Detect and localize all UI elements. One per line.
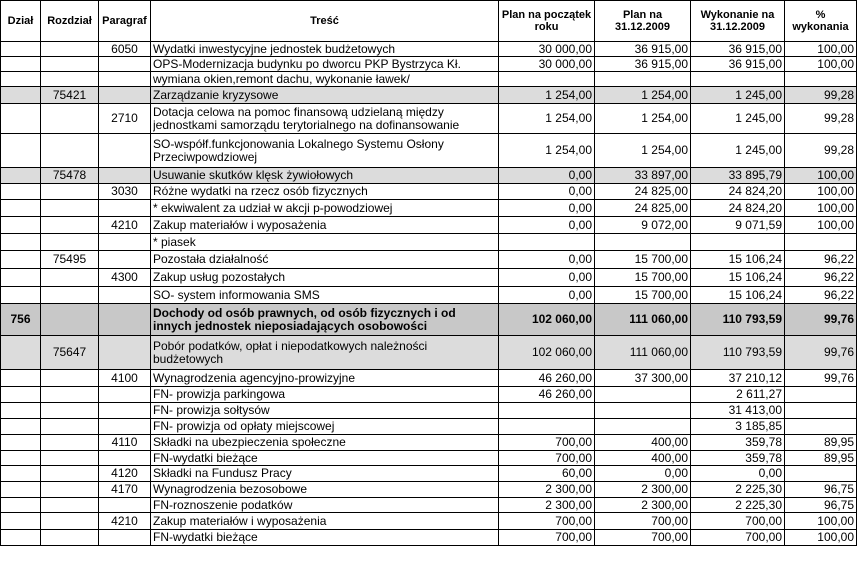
cell-plan-start: 30 000,00 [499, 57, 595, 72]
cell-tresc: FN- prowizja od opłaty miejscowej [151, 419, 499, 435]
table-row [1, 251, 857, 269]
table-row [1, 134, 857, 168]
cell-procent [785, 234, 857, 251]
table-row [1, 451, 857, 466]
cell-rozdzial [41, 200, 99, 217]
cell-dzial [1, 234, 41, 251]
cell-wykonanie: 15 106,24 [691, 251, 785, 269]
cell-plan-end: 24 825,00 [595, 184, 691, 200]
cell-wykonanie: 24 824,20 [691, 200, 785, 217]
cell-plan-start: 700,00 [499, 451, 595, 466]
cell-plan-end: 24 825,00 [595, 200, 691, 217]
cell-plan-start: 2 300,00 [499, 482, 595, 498]
table-row [1, 435, 857, 451]
cell-plan-start [499, 403, 595, 419]
cell-wykonanie: 1 245,00 [691, 134, 785, 168]
header-dzial: Dział [1, 1, 41, 42]
cell-tresc: FN- prowizja sołtysów [151, 403, 499, 419]
cell-paragraf [99, 336, 151, 370]
cell-rozdzial [41, 217, 99, 234]
cell-plan-start: 30 000,00 [499, 42, 595, 57]
cell-plan-end: 700,00 [595, 513, 691, 530]
cell-tresc [151, 104, 499, 134]
cell-tresc: wymiana okien,remont dachu, wykonanie ławek/ [151, 72, 499, 87]
cell-procent [785, 387, 857, 403]
cell-rozdzial [41, 134, 99, 168]
cell-wykonanie: 1 245,00 [691, 87, 785, 104]
cell-tresc: Zakup materiałów i wyposażenia [151, 513, 499, 530]
cell-plan-end: 2 300,00 [595, 482, 691, 498]
cell-plan-end: 36 915,00 [595, 57, 691, 72]
cell-procent: 100,00 [785, 168, 857, 184]
cell-paragraf: 6050 [99, 42, 151, 57]
header-plan-end: Plan na 31.12.2009 [595, 1, 691, 42]
cell-procent: 96,75 [785, 482, 857, 498]
cell-tresc: Usuwanie skutków klęsk żywiołowych [151, 168, 499, 184]
cell-text: Dotacja celowa na pomoc finansową udzielaną między jednostkami samorządu terytorialnego na dofinansowanie [153, 105, 460, 132]
cell-paragraf [99, 168, 151, 184]
cell-text: SO-współf.funkcjonowania Lokalnego Systemu Osłony Przeciwpowdziowej [153, 137, 444, 164]
cell-wykonanie: 110 793,59 [691, 336, 785, 370]
cell-plan-end: 9 072,00 [595, 217, 691, 234]
cell-rozdzial [41, 269, 99, 287]
cell-plan-start: 2 300,00 [499, 498, 595, 513]
cell-procent [785, 466, 857, 482]
cell-rozdzial [41, 57, 99, 72]
cell-paragraf: 4100 [99, 370, 151, 387]
cell-dzial [1, 134, 41, 168]
cell-plan-start [499, 72, 595, 87]
cell-tresc: Wynagrodzenia bezosobowe [151, 482, 499, 498]
cell-tresc: Wydatki inwestycyjne jednostek budżetowych [151, 42, 499, 57]
cell-tresc [151, 134, 499, 168]
table-row [1, 466, 857, 482]
cell-plan-start: 0,00 [499, 184, 595, 200]
table-row [1, 72, 857, 87]
cell-procent [785, 403, 857, 419]
cell-plan-end: 111 060,00 [595, 304, 691, 336]
table-row [1, 482, 857, 498]
cell-wykonanie: 2 611,27 [691, 387, 785, 403]
cell-rozdzial [41, 482, 99, 498]
cell-tresc [151, 304, 499, 336]
cell-wykonanie: 700,00 [691, 513, 785, 530]
cell-rozdzial [41, 513, 99, 530]
cell-paragraf: 4300 [99, 269, 151, 287]
cell-procent: 99,76 [785, 370, 857, 387]
cell-dzial [1, 451, 41, 466]
cell-wykonanie: 31 413,00 [691, 403, 785, 419]
cell-procent: 96,75 [785, 498, 857, 513]
table-row [1, 269, 857, 287]
table-row [1, 419, 857, 435]
cell-plan-end: 111 060,00 [595, 336, 691, 370]
cell-wykonanie: 0,00 [691, 466, 785, 482]
cell-plan-end: 33 897,00 [595, 168, 691, 184]
cell-plan-start: 46 260,00 [499, 387, 595, 403]
cell-text: Dochody od osób prawnych, od osób fizycznych i od innych jednostek nieposiadających osobowości [153, 306, 456, 333]
cell-tresc: Zakup materiałów i wyposażenia [151, 217, 499, 234]
cell-procent: 100,00 [785, 42, 857, 57]
cell-dzial [1, 72, 41, 87]
cell-rozdzial [41, 466, 99, 482]
cell-rozdzial: 75478 [41, 168, 99, 184]
cell-dzial: 756 [1, 304, 41, 336]
cell-plan-start: 0,00 [499, 200, 595, 217]
cell-tresc: FN-wydatki bieżące [151, 530, 499, 546]
table-row [1, 498, 857, 513]
cell-plan-start: 0,00 [499, 287, 595, 304]
cell-procent: 96,22 [785, 269, 857, 287]
cell-plan-end: 15 700,00 [595, 287, 691, 304]
cell-plan-end [595, 72, 691, 87]
cell-tresc [151, 336, 499, 370]
cell-paragraf [99, 72, 151, 87]
cell-procent: 100,00 [785, 57, 857, 72]
table-row [1, 57, 857, 72]
cell-dzial [1, 287, 41, 304]
cell-paragraf: 4210 [99, 513, 151, 530]
cell-rozdzial [41, 234, 99, 251]
cell-procent: 100,00 [785, 184, 857, 200]
table-row [1, 387, 857, 403]
cell-paragraf [99, 304, 151, 336]
cell-rozdzial [41, 451, 99, 466]
cell-procent: 99,28 [785, 87, 857, 104]
cell-tresc: Różne wydatki na rzecz osób fizycznych [151, 184, 499, 200]
cell-plan-start [499, 234, 595, 251]
cell-plan-end [595, 387, 691, 403]
cell-tresc: * ekwiwalent za udział w akcji p-powodziowej [151, 200, 499, 217]
cell-rozdzial [41, 304, 99, 336]
header-tresc: Treść [151, 1, 499, 42]
cell-dzial [1, 184, 41, 200]
cell-paragraf [99, 234, 151, 251]
cell-tresc: SO- system informowania SMS [151, 287, 499, 304]
cell-plan-end: 1 254,00 [595, 87, 691, 104]
cell-plan-start: 0,00 [499, 168, 595, 184]
cell-plan-start: 0,00 [499, 251, 595, 269]
cell-tresc: Zarządzanie kryzysowe [151, 87, 499, 104]
cell-rozdzial [41, 403, 99, 419]
cell-procent: 100,00 [785, 217, 857, 234]
cell-dzial [1, 269, 41, 287]
cell-dzial [1, 498, 41, 513]
cell-dzial [1, 42, 41, 57]
cell-plan-start: 700,00 [499, 530, 595, 546]
cell-dzial [1, 104, 41, 134]
cell-plan-end: 400,00 [595, 451, 691, 466]
cell-wykonanie: 24 824,20 [691, 184, 785, 200]
cell-paragraf: 4170 [99, 482, 151, 498]
table-row [1, 403, 857, 419]
cell-wykonanie: 37 210,12 [691, 370, 785, 387]
cell-wykonanie: 110 793,59 [691, 304, 785, 336]
cell-wykonanie: 36 915,00 [691, 42, 785, 57]
cell-rozdzial [41, 72, 99, 87]
cell-paragraf [99, 451, 151, 466]
cell-rozdzial [41, 419, 99, 435]
cell-wykonanie [691, 234, 785, 251]
cell-dzial [1, 419, 41, 435]
cell-tresc: Zakup usług pozostałych [151, 269, 499, 287]
cell-tresc: * piasek [151, 234, 499, 251]
cell-plan-start: 46 260,00 [499, 370, 595, 387]
table-row [1, 168, 857, 184]
table-row [1, 87, 857, 104]
cell-paragraf [99, 498, 151, 513]
cell-paragraf [99, 530, 151, 546]
cell-dzial [1, 251, 41, 269]
cell-dzial [1, 217, 41, 234]
cell-procent: 89,95 [785, 435, 857, 451]
cell-rozdzial [41, 387, 99, 403]
cell-plan-end: 0,00 [595, 466, 691, 482]
cell-dzial [1, 403, 41, 419]
cell-dzial [1, 513, 41, 530]
cell-paragraf [99, 57, 151, 72]
cell-paragraf [99, 200, 151, 217]
cell-paragraf [99, 251, 151, 269]
cell-plan-end: 1 254,00 [595, 104, 691, 134]
cell-wykonanie: 2 225,30 [691, 482, 785, 498]
table-row [1, 304, 857, 336]
cell-plan-end: 15 700,00 [595, 251, 691, 269]
cell-rozdzial [41, 184, 99, 200]
cell-plan-start: 60,00 [499, 466, 595, 482]
cell-wykonanie: 15 106,24 [691, 269, 785, 287]
cell-dzial [1, 530, 41, 546]
cell-procent: 100,00 [785, 200, 857, 217]
cell-wykonanie: 33 895,79 [691, 168, 785, 184]
cell-wykonanie [691, 72, 785, 87]
cell-rozdzial [41, 530, 99, 546]
cell-paragraf [99, 287, 151, 304]
cell-wykonanie: 359,78 [691, 435, 785, 451]
cell-procent: 99,76 [785, 304, 857, 336]
cell-dzial [1, 466, 41, 482]
cell-procent: 96,22 [785, 251, 857, 269]
cell-dzial [1, 482, 41, 498]
cell-tresc: FN-roznoszenie podatków [151, 498, 499, 513]
cell-wykonanie: 2 225,30 [691, 498, 785, 513]
cell-tresc: FN-wydatki bieżące [151, 451, 499, 466]
cell-plan-start: 1 254,00 [499, 87, 595, 104]
cell-procent: 100,00 [785, 530, 857, 546]
header-row [1, 1, 857, 42]
table-row [1, 513, 857, 530]
cell-rozdzial [41, 287, 99, 304]
cell-plan-start: 0,00 [499, 269, 595, 287]
cell-paragraf [99, 419, 151, 435]
cell-plan-end: 400,00 [595, 435, 691, 451]
cell-procent: 96,22 [785, 287, 857, 304]
cell-paragraf: 4120 [99, 466, 151, 482]
table-row [1, 104, 857, 134]
cell-plan-start: 700,00 [499, 435, 595, 451]
cell-rozdzial: 75421 [41, 87, 99, 104]
cell-dzial [1, 57, 41, 72]
header-rozdzial: Rozdział [41, 1, 99, 42]
cell-dzial [1, 370, 41, 387]
cell-rozdzial [41, 370, 99, 387]
cell-plan-start: 1 254,00 [499, 104, 595, 134]
cell-plan-end: 1 254,00 [595, 134, 691, 168]
table-row [1, 336, 857, 370]
table-row [1, 287, 857, 304]
cell-wykonanie: 15 106,24 [691, 287, 785, 304]
cell-paragraf [99, 403, 151, 419]
table-row [1, 370, 857, 387]
cell-wykonanie: 9 071,59 [691, 217, 785, 234]
cell-plan-end: 700,00 [595, 530, 691, 546]
cell-procent [785, 72, 857, 87]
table-row [1, 217, 857, 234]
cell-paragraf [99, 387, 151, 403]
cell-plan-end [595, 403, 691, 419]
cell-tresc: FN- prowizja parkingowa [151, 387, 499, 403]
header-plan-start: Plan na początek roku [499, 1, 595, 42]
cell-dzial [1, 200, 41, 217]
cell-procent: 89,95 [785, 451, 857, 466]
cell-paragraf: 4110 [99, 435, 151, 451]
cell-procent [785, 419, 857, 435]
cell-paragraf: 3030 [99, 184, 151, 200]
cell-plan-end: 37 300,00 [595, 370, 691, 387]
cell-paragraf: 2710 [99, 104, 151, 134]
cell-dzial [1, 435, 41, 451]
table-row [1, 530, 857, 546]
cell-procent: 99,76 [785, 336, 857, 370]
cell-wykonanie: 36 915,00 [691, 57, 785, 72]
table-row [1, 42, 857, 57]
cell-dzial [1, 87, 41, 104]
table-row [1, 200, 857, 217]
cell-dzial [1, 336, 41, 370]
cell-procent: 99,28 [785, 134, 857, 168]
table-row [1, 234, 857, 251]
header-procent: % wykonania [785, 1, 857, 42]
cell-plan-end: 36 915,00 [595, 42, 691, 57]
cell-paragraf [99, 87, 151, 104]
cell-text: Pobór podatków, opłat i niepodatkowych należności budżetowych [153, 339, 428, 366]
cell-rozdzial: 75495 [41, 251, 99, 269]
cell-plan-start: 0,00 [499, 217, 595, 234]
cell-dzial [1, 168, 41, 184]
cell-tresc: Składki na ubezpieczenia społeczne [151, 435, 499, 451]
cell-procent: 99,28 [785, 104, 857, 134]
cell-tresc: Pozostała działalność [151, 251, 499, 269]
cell-rozdzial: 75647 [41, 336, 99, 370]
cell-plan-end [595, 234, 691, 251]
cell-rozdzial [41, 498, 99, 513]
cell-tresc: Składki na Fundusz Pracy [151, 466, 499, 482]
cell-tresc: Wynagrodzenia agencyjno-prowizyjne [151, 370, 499, 387]
cell-plan-start: 102 060,00 [499, 304, 595, 336]
cell-paragraf [99, 134, 151, 168]
table-row [1, 184, 857, 200]
cell-plan-end: 2 300,00 [595, 498, 691, 513]
cell-plan-start: 700,00 [499, 513, 595, 530]
cell-wykonanie: 1 245,00 [691, 104, 785, 134]
cell-rozdzial [41, 104, 99, 134]
cell-plan-start [499, 419, 595, 435]
cell-plan-end: 15 700,00 [595, 269, 691, 287]
cell-plan-start: 1 254,00 [499, 134, 595, 168]
cell-paragraf: 4210 [99, 217, 151, 234]
header-wykonanie: Wykonanie na 31.12.2009 [691, 1, 785, 42]
header-paragraf: Paragraf [99, 1, 151, 42]
cell-rozdzial [41, 42, 99, 57]
cell-rozdzial [41, 435, 99, 451]
cell-wykonanie: 359,78 [691, 451, 785, 466]
cell-dzial [1, 387, 41, 403]
cell-procent: 100,00 [785, 513, 857, 530]
cell-plan-end [595, 419, 691, 435]
cell-wykonanie: 3 185,85 [691, 419, 785, 435]
cell-tresc: OPS-Modernizacja budynku po dworcu PKP Bystrzyca Kł. [151, 57, 499, 72]
cell-wykonanie: 700,00 [691, 530, 785, 546]
cell-plan-start: 102 060,00 [499, 336, 595, 370]
